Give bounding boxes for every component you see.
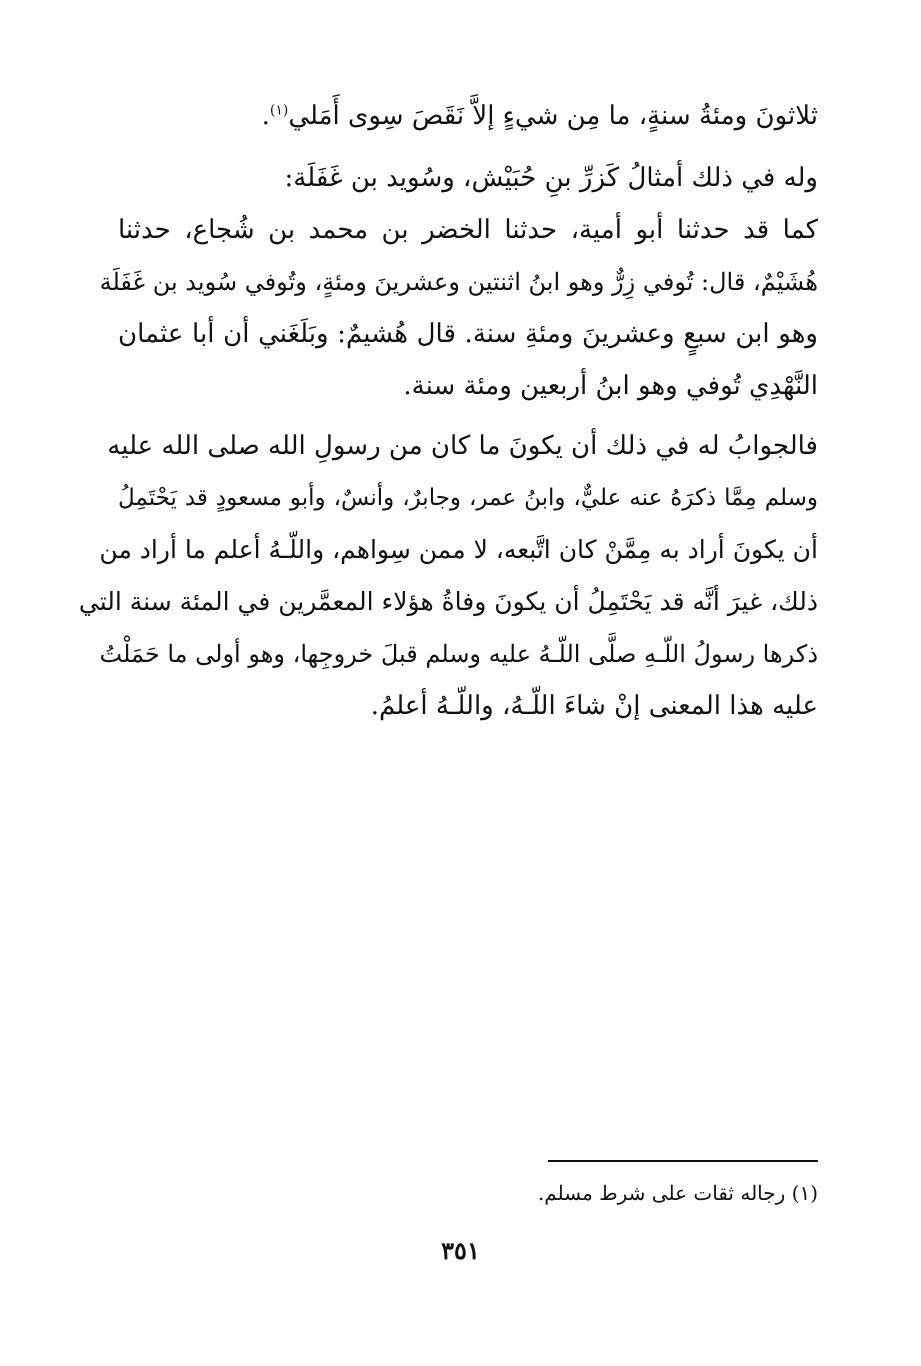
text-line: كما قد حدثنا أبو أمية، حدثنا الخضر بن محمد بن شُجاع، حدثنا bbox=[118, 215, 818, 245]
page-number: ٣٥١ bbox=[441, 1236, 480, 1265]
line-end-punctuation: . bbox=[261, 101, 270, 131]
paragraph-answer bbox=[78, 420, 818, 732]
text-line: وهو ابن سبعٍ وعشرينَ ومئةِ سنة. قال هُشيمٌ: وبَلَغَني أن أبا عثمان bbox=[118, 319, 818, 349]
footnote-marker: (١) bbox=[269, 102, 289, 119]
line-text: ثلاثونَ ومئةُ سنةٍ، ما مِن شيءٍ إلاَّ نَقَصَ سِوى أَمَلي bbox=[288, 101, 818, 131]
text-line: النَّهْدِي تُوفي وهو ابنُ أربعين ومئة سنة. bbox=[403, 371, 818, 401]
text-line: ذكرها رسولُ اللّـهِ صلَّى اللّـهُ عليه وسلم قبلَ خروجِها، وهو أولى ما حَمَلْتُ bbox=[99, 640, 818, 668]
text-line: ذلك، غيرَ أنَّه قد يَحْتَمِلُ أن يكونَ وفاةُ هؤلاء المعمَّرين في المئة سنة التي bbox=[78, 587, 818, 616]
text-line: فالجوابُ له في ذلك أن يكونَ ما كان من رسولِ الله صلى الله عليه bbox=[107, 431, 818, 461]
text-line: وله في ذلك أمثالُ كَزرِّ بنِ حُبَيْش، وسُويد بن غَفَلَة: bbox=[284, 163, 818, 193]
paragraph-examples bbox=[99, 152, 818, 412]
footnote-divider bbox=[548, 1160, 818, 1162]
text-line: هُشَيْمٌ، قال: تُوفي زِرٌّ وهو ابنُ اثنتين وعشرينَ ومئةٍ، وتُوفي سُويد بن غَفَلَة bbox=[99, 268, 818, 296]
text-line: عليه هذا المعنى إنْ شاءَ اللّـهُ، واللّـهُ أعلمُ. bbox=[370, 691, 818, 721]
text-line bbox=[118, 90, 818, 142]
paragraph-opening-verse bbox=[118, 90, 818, 142]
text-line: أن يكونَ أراد به مِمَّنْ كان اتَّبعه، لا ممن سِواهم، واللّـهُ أعلم ما أراد من bbox=[99, 535, 818, 564]
footnote: (١) رجاله ثقات على شرط مسلم. bbox=[537, 1181, 818, 1205]
text-line: وسلم مِمَّا ذكرَهُ عنه عليٌّ، وابنُ عمر، وجابرٌ، وأنسٌ، وأبو مسعودٍ قد يَحْتَمِلُ bbox=[118, 485, 818, 511]
